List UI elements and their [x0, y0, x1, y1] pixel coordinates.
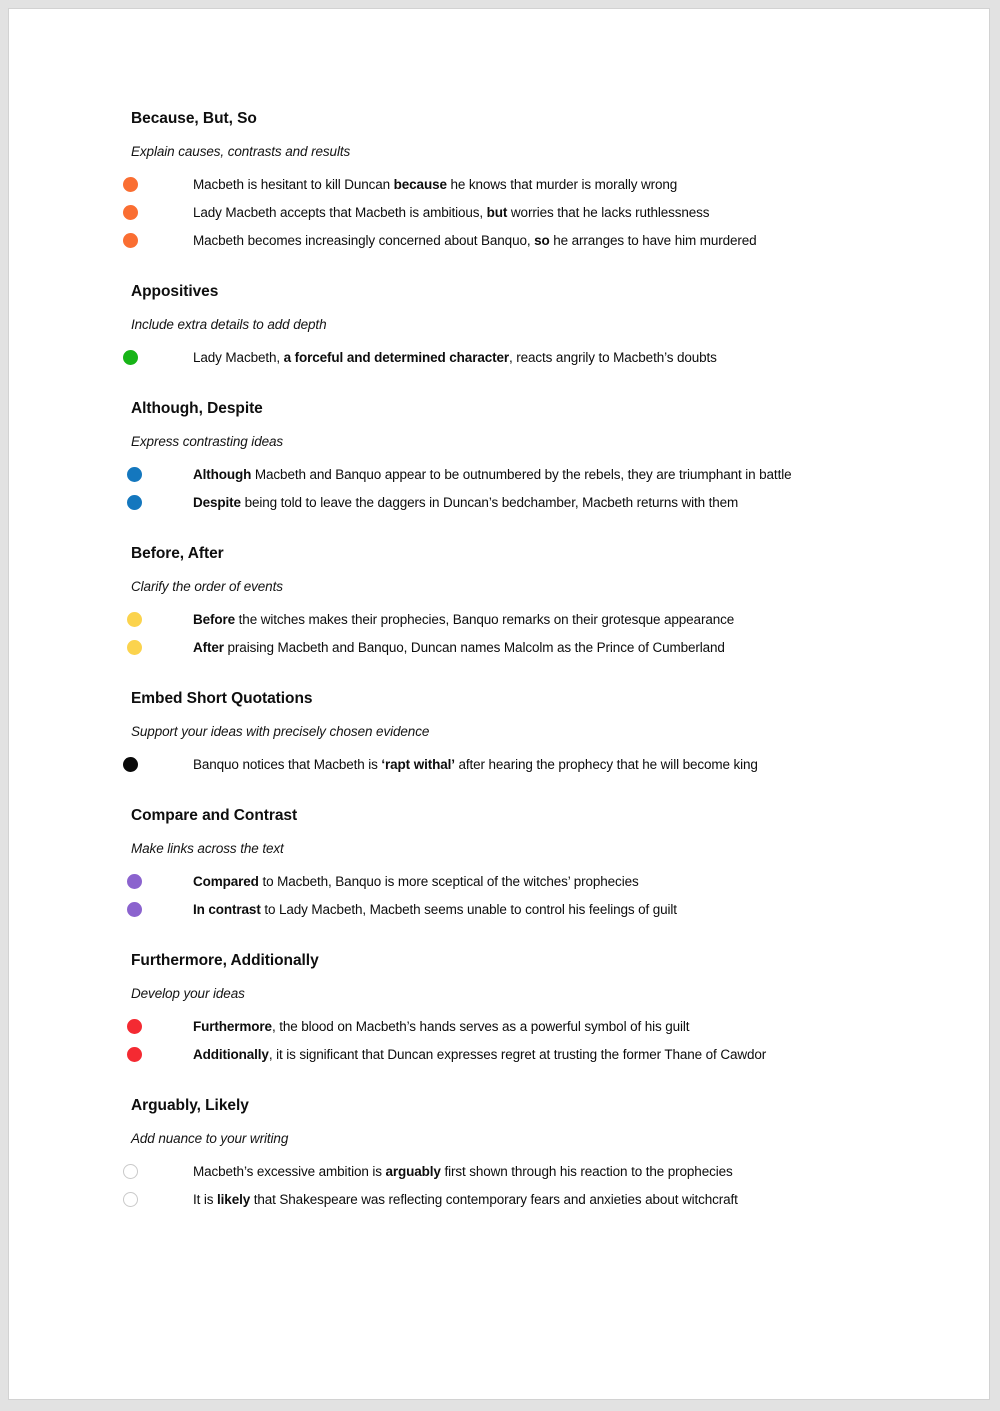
bullet-dot-icon	[127, 1047, 142, 1062]
section-heading: Before, After	[131, 545, 224, 562]
bullet-dot-icon	[127, 874, 142, 889]
bullet-marker	[123, 1013, 193, 1034]
bullet-dot-icon	[127, 902, 142, 917]
list-item-text: Despite being told to leave the daggers in Duncan’s bedchamber, Macbeth returns with them	[193, 495, 739, 510]
bullet-marker	[123, 634, 193, 655]
bullet-list	[123, 606, 903, 662]
section-subtitle: Include extra details to add depth	[131, 317, 327, 332]
list-item	[123, 751, 903, 779]
bullet-marker	[123, 1186, 193, 1207]
list-item	[123, 1041, 903, 1069]
section	[123, 282, 903, 372]
section-subtitle: Make links across the text	[131, 841, 284, 856]
list-item	[123, 344, 903, 372]
bullet-list	[123, 1013, 903, 1069]
section-subtitle: Add nuance to your writing	[131, 1131, 289, 1146]
list-item-text: Although Macbeth and Banquo appear to be outnumbered by the rebels, they are triumphant in battle	[193, 467, 792, 482]
list-item	[123, 171, 903, 199]
bullet-dot-icon	[123, 1192, 138, 1207]
document-page	[8, 8, 990, 1400]
list-item	[123, 868, 903, 896]
section-heading: Embed Short Quotations	[131, 690, 313, 707]
list-item	[123, 1158, 903, 1186]
list-item-text: In contrast to Lady Macbeth, Macbeth seems unable to control his feelings of guilt	[193, 902, 677, 917]
bullet-marker	[123, 344, 193, 365]
bullet-marker	[123, 1158, 193, 1179]
bullet-marker	[123, 896, 193, 917]
section	[123, 806, 903, 924]
list-item-text: Banquo notices that Macbeth is ‘rapt withal’ after hearing the prophecy that he will become king	[193, 757, 758, 772]
list-item-text: It is likely that Shakespeare was reflecting contemporary fears and anxieties about witchcraft	[193, 1192, 738, 1207]
list-item	[123, 634, 903, 662]
list-item-text: Lady Macbeth, a forceful and determined character, reacts angrily to Macbeth’s doubts	[193, 350, 717, 365]
section	[123, 109, 903, 255]
section	[123, 544, 903, 662]
bullet-dot-icon	[127, 1019, 142, 1034]
bullet-dot-icon	[127, 640, 142, 655]
bullet-marker	[123, 1041, 193, 1062]
list-item-text: Macbeth is hesitant to kill Duncan because he knows that murder is morally wrong	[193, 177, 678, 192]
bullet-marker	[123, 227, 193, 248]
bullet-dot-icon	[127, 612, 142, 627]
document-content	[123, 109, 903, 1214]
list-item-text: Furthermore, the blood on Macbeth’s hands serves as a powerful symbol of his guilt	[193, 1019, 690, 1034]
section-subtitle: Clarify the order of events	[131, 579, 283, 594]
section-heading: Because, But, So	[131, 110, 257, 127]
bullet-marker	[123, 868, 193, 889]
bullet-marker	[123, 171, 193, 192]
list-item-text: Before the witches makes their prophecies, Banquo remarks on their grotesque appearance	[193, 612, 735, 627]
list-item	[123, 227, 903, 255]
list-item	[123, 489, 903, 517]
bullet-dot-icon	[123, 233, 138, 248]
list-item	[123, 606, 903, 634]
section-heading: Compare and Contrast	[131, 807, 298, 824]
bullet-dot-icon	[123, 177, 138, 192]
list-item	[123, 199, 903, 227]
list-item-text: After praising Macbeth and Banquo, Duncan names Malcolm as the Prince of Cumberland	[193, 640, 725, 655]
section-subtitle: Develop your ideas	[131, 986, 245, 1001]
bullet-list	[123, 171, 903, 255]
section-heading: Furthermore, Additionally	[131, 952, 319, 969]
list-item-text: Macbeth’s excessive ambition is arguably first shown through his reaction to the prophecies	[193, 1164, 733, 1179]
list-item	[123, 461, 903, 489]
bullet-list	[123, 751, 903, 779]
bullet-marker	[123, 489, 193, 510]
list-item-text: Additionally, it is significant that Duncan expresses regret at trusting the former Thane of Cawdor	[193, 1047, 767, 1062]
list-item	[123, 1186, 903, 1214]
bullet-dot-icon	[123, 1164, 138, 1179]
list-item-text: Compared to Macbeth, Banquo is more sceptical of the witches’ prophecies	[193, 874, 639, 889]
list-item-text: Lady Macbeth accepts that Macbeth is ambitious, but worries that he lacks ruthlessness	[193, 205, 710, 220]
section-subtitle: Express contrasting ideas	[131, 434, 284, 449]
bullet-list	[123, 1158, 903, 1214]
list-item	[123, 1013, 903, 1041]
bullet-marker	[123, 751, 193, 772]
section-subtitle: Support your ideas with precisely chosen evidence	[131, 724, 430, 739]
bullet-marker	[123, 199, 193, 220]
bullet-list	[123, 868, 903, 924]
section-heading: Although, Despite	[131, 400, 263, 417]
bullet-list	[123, 344, 903, 372]
list-item	[123, 896, 903, 924]
list-item-text: Macbeth becomes increasingly concerned about Banquo, so he arranges to have him murdered	[193, 233, 757, 248]
bullet-dot-icon	[123, 205, 138, 220]
section	[123, 1096, 903, 1214]
section	[123, 399, 903, 517]
section-heading: Arguably, Likely	[131, 1097, 249, 1114]
section	[123, 951, 903, 1069]
bullet-marker	[123, 461, 193, 482]
section-subtitle: Explain causes, contrasts and results	[131, 144, 351, 159]
section	[123, 689, 903, 779]
bullet-dot-icon	[123, 757, 138, 772]
bullet-dot-icon	[127, 495, 142, 510]
bullet-marker	[123, 606, 193, 627]
bullet-list	[123, 461, 903, 517]
section-heading: Appositives	[131, 283, 219, 300]
bullet-dot-icon	[123, 350, 138, 365]
bullet-dot-icon	[127, 467, 142, 482]
